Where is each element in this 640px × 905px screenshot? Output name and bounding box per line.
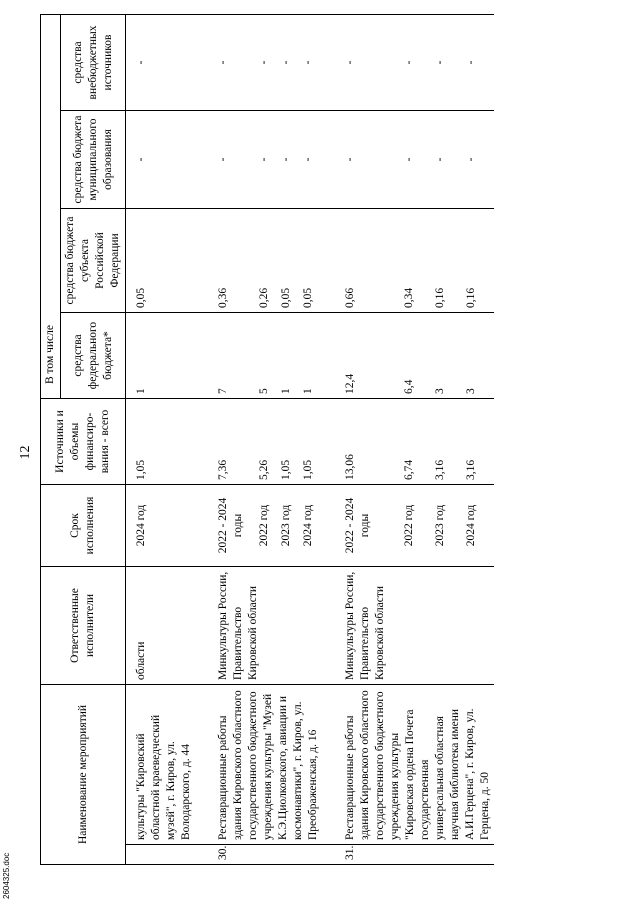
term: 2022 - 2024 годы: [342, 485, 401, 567]
term: 2023 год: [278, 485, 300, 567]
federal: 5: [256, 313, 278, 399]
table-row: [126, 15, 196, 865]
extrabudget: -: [300, 15, 322, 111]
subject: 0,05: [300, 209, 322, 313]
extrabudget: -: [342, 15, 401, 111]
document-code: 2604325.doc: [2, 852, 11, 899]
municipal: -: [215, 111, 256, 209]
total: 3,16: [432, 399, 463, 485]
federal: 6,4: [401, 313, 432, 399]
header-total: Источники и объемы финансиро-вания - всего: [41, 399, 126, 485]
federal: 7: [215, 313, 256, 399]
municipal: -: [256, 111, 278, 209]
term: 2024 год: [126, 485, 196, 567]
spacer-row: [195, 15, 215, 865]
executors: Минкультуры России, Правительство Кировской области: [342, 567, 494, 685]
municipal: -: [401, 111, 432, 209]
header-extrabudget: средства внебюджетных источников: [61, 15, 126, 111]
municipal: -: [278, 111, 300, 209]
activity-name: культуры "Кировский областной краеведческий музей", г. Киров, ул. Володарского, д. 44: [126, 685, 196, 845]
municipal: -: [126, 111, 196, 209]
total: 1,05: [300, 399, 322, 485]
municipal: -: [432, 111, 463, 209]
subject: 0,05: [126, 209, 196, 313]
row-number: 30.: [215, 845, 322, 865]
term: 2023 год: [432, 485, 463, 567]
federal: 1: [126, 313, 196, 399]
municipal: -: [342, 111, 401, 209]
activity-name: Реставрационные работы здания Кировского областного государственного бюджетного учреждения культуры "Музей К.Э.Циолковского, авиации и космонавтики", г. Киров, ул. Преображенская, д. 16: [215, 685, 322, 845]
subject: 0,34: [401, 209, 432, 313]
total: 1,05: [278, 399, 300, 485]
total: 3,16: [463, 399, 494, 485]
funding-table: [40, 14, 494, 865]
extrabudget: -: [215, 15, 256, 111]
extrabudget: -: [463, 15, 494, 111]
extrabudget: -: [278, 15, 300, 111]
federal: 12,4: [342, 313, 401, 399]
total: 6,74: [401, 399, 432, 485]
header-row-1: [41, 15, 61, 865]
row-number: 31.: [342, 845, 494, 865]
federal: 3: [432, 313, 463, 399]
subject: 0,26: [256, 209, 278, 313]
extrabudget: -: [401, 15, 432, 111]
subject: 0,05: [278, 209, 300, 313]
federal: 3: [463, 313, 494, 399]
term: 2022 - 2024 годы: [215, 485, 256, 567]
table-row: [342, 15, 401, 865]
spacer-row: [322, 15, 342, 865]
subject: 0,16: [463, 209, 494, 313]
term: 2022 год: [256, 485, 278, 567]
extrabudget: -: [256, 15, 278, 111]
row-number: [126, 845, 196, 865]
federal: 1: [300, 313, 322, 399]
subject: 0,36: [215, 209, 256, 313]
header-term: Срок исполнения: [41, 485, 126, 567]
page-number: 12: [18, 445, 33, 460]
subject: 0,66: [342, 209, 401, 313]
municipal: -: [300, 111, 322, 209]
federal: 1: [278, 313, 300, 399]
activity-name: Реставрационные работы здания Кировского областного государственного бюджетного учреждения культуры "Кировская ордена Почета государственная универсальная областная научная библиотека имени А.И.Герцена", г. Киров, ул. Герцена, д. 50: [342, 685, 494, 845]
extrabudget: -: [126, 15, 196, 111]
total: 5,26: [256, 399, 278, 485]
municipal: -: [463, 111, 494, 209]
header-subject: средства бюджета субъекта Российской Федерации: [61, 209, 126, 313]
extrabudget: -: [432, 15, 463, 111]
header-municipal: средства бюджета муниципального образования: [61, 111, 126, 209]
subject: 0,16: [432, 209, 463, 313]
executors: Минкультуры России, Правительство Кировской области: [215, 567, 322, 685]
term: 2024 год: [463, 485, 494, 567]
header-executors: Ответственные исполнители: [41, 567, 126, 685]
header-federal: средства федерального бюджета*: [61, 313, 126, 399]
executors: области: [126, 567, 196, 685]
total: 1,05: [126, 399, 196, 485]
header-group: В том числе: [41, 15, 61, 399]
term: 2022 год: [401, 485, 432, 567]
total: 13,06: [342, 399, 401, 485]
table-row: [215, 15, 256, 865]
term: 2024 год: [300, 485, 322, 567]
total: 7,36: [215, 399, 256, 485]
header-name: Наименование мероприятий: [41, 685, 126, 865]
